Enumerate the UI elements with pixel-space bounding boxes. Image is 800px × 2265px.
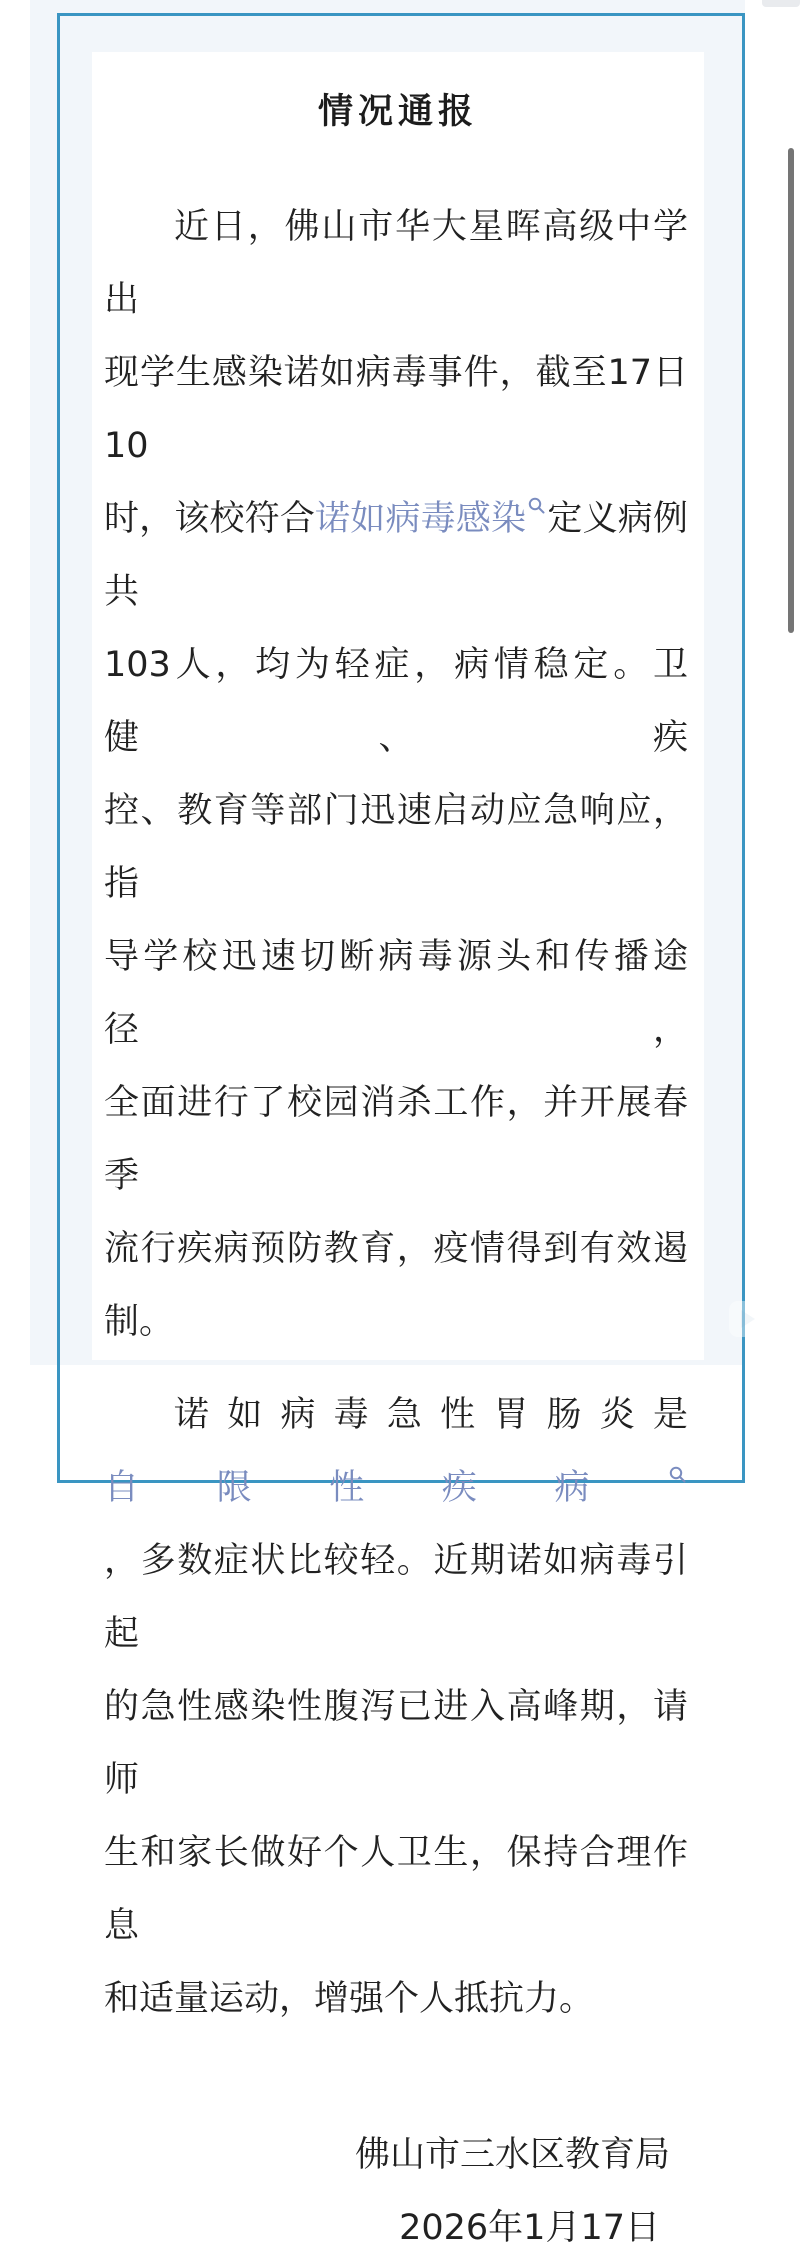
notice-title: 情况通报 bbox=[317, 92, 478, 132]
notice-body bbox=[92, 191, 704, 2265]
cutoff-ui-fragment bbox=[762, 0, 800, 7]
text-line: 制。 bbox=[104, 1302, 175, 1342]
entity-link-label: 自限性疾病 bbox=[104, 1468, 667, 1508]
text-line: 和适量运动，增强个人抵抗力。 bbox=[104, 1979, 595, 2019]
text-line bbox=[104, 1379, 688, 1525]
text-line: ，多数症状比较轻。近期诺如病毒引起 bbox=[104, 1541, 688, 1654]
search-icon bbox=[668, 1465, 688, 1485]
entity-link-norovirus-infection[interactable] bbox=[315, 499, 547, 539]
entity-link-self-limiting-disease[interactable] bbox=[104, 1468, 688, 1508]
text-line: 近日，佛山市华大星晖高级中学出 bbox=[104, 207, 688, 320]
text-line: 生和家长做好个人卫生，保持合理作息 bbox=[104, 1833, 688, 1946]
text-line: 103人，均为轻症，病情稳定。卫健、疾 bbox=[104, 645, 688, 758]
notice-card bbox=[92, 52, 704, 2248]
scrollbar-thumb[interactable] bbox=[788, 148, 794, 633]
text-line: 流行疾病预防教育，疫情得到有效遏 bbox=[104, 1229, 688, 1269]
notice-image bbox=[30, 0, 745, 2248]
notice-footer bbox=[104, 2119, 688, 2265]
text-segment: 诺如病毒急性胃肠炎是 bbox=[174, 1395, 688, 1435]
text-line: 控、教育等部门迅速启动应急响应，指 bbox=[104, 791, 688, 904]
text-line: 的急性感染性腹泻已进入高峰期，请师 bbox=[104, 1687, 688, 1800]
paragraph-2 bbox=[104, 1379, 688, 2036]
text-line bbox=[104, 483, 688, 629]
entity-link-label: 诺如病毒感染 bbox=[315, 499, 527, 539]
issue-date: 2026年1月17日 bbox=[399, 2208, 660, 2248]
text-segment: 定义病例共 bbox=[104, 499, 688, 612]
text-line: 全面进行了校园消杀工作，并开展春季 bbox=[104, 1083, 688, 1196]
text-segment: 时，该校符合 bbox=[104, 499, 316, 539]
search-icon bbox=[527, 496, 547, 516]
text-line: 现学生感染诺如病毒事件，截至17日10 bbox=[104, 353, 688, 466]
watermark-text bbox=[775, 1311, 800, 1327]
text-line: 导学校迅速切断病毒源头和传播途径， bbox=[104, 937, 688, 1050]
issuing-authority: 佛山市三水区教育局 bbox=[354, 2135, 670, 2175]
notice-frame-border bbox=[57, 13, 745, 2248]
paragraph-1 bbox=[104, 191, 688, 1359]
